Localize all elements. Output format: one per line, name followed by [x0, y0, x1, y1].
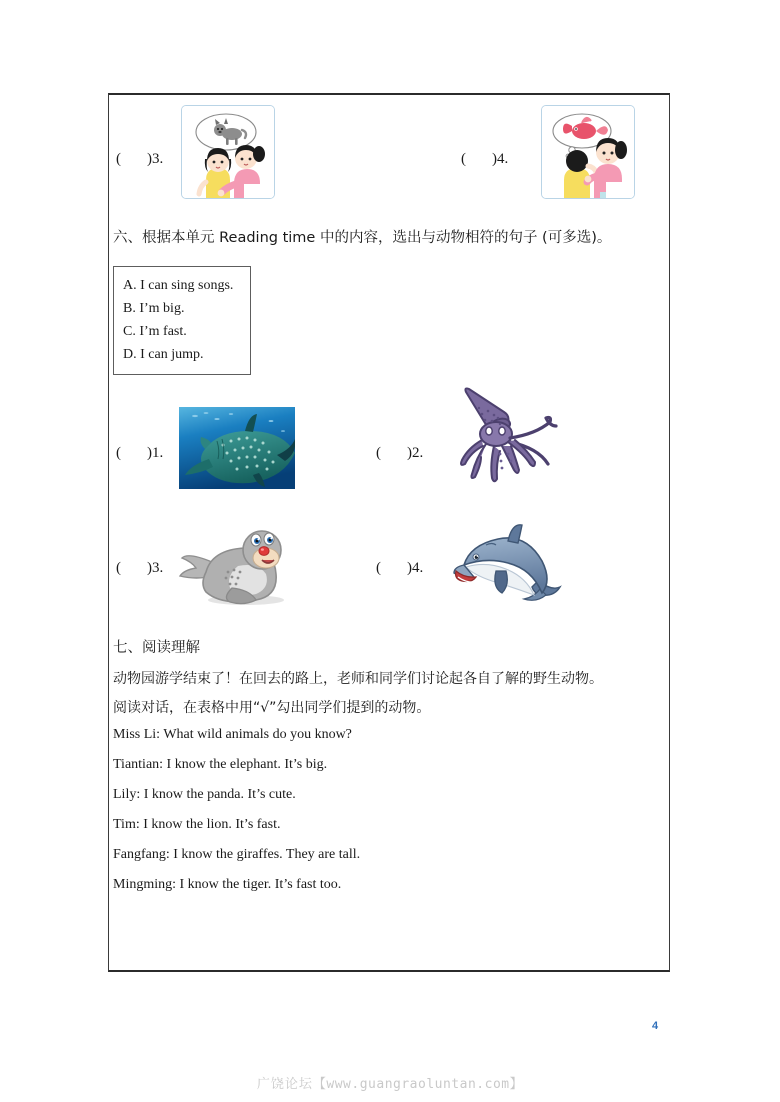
paren-close: ) — [147, 151, 152, 167]
answer-blank-s6-item4[interactable] — [376, 560, 423, 577]
paren-close: ) — [147, 560, 152, 576]
seal-illustration — [176, 520, 298, 610]
paren-close: ) — [147, 445, 152, 461]
paren-open: ( — [116, 560, 121, 576]
item-number: 4. — [412, 560, 424, 576]
whale-shark-photo — [179, 407, 295, 489]
answer-blank-s6-item3[interactable] — [116, 560, 163, 577]
dialogue-line-lily: Lily: I know the panda. It’s cute. — [113, 787, 296, 802]
dialogue-line-miss-li: Miss Li: What wild animals do you know? — [113, 727, 352, 742]
watermark-site-name: 广饶论坛 — [256, 1077, 313, 1092]
section-seven-heading: 七、阅读理解 — [113, 640, 200, 656]
paren-close: ) — [407, 445, 412, 461]
paren-open: ( — [116, 151, 121, 167]
dialogue-line-tiantian: Tiantian: I know the elephant. It’s big. — [113, 757, 328, 772]
section-seven-intro-line-2: 阅读对话，在表格中用“√”勾出同学们提到的动物。 — [113, 700, 431, 716]
image-whale-shark — [179, 407, 295, 489]
squid-illustration — [454, 384, 566, 496]
answer-blank-s6-item2[interactable] — [376, 445, 423, 462]
item-number: 3. — [152, 560, 164, 576]
option-d: D. I can jump. — [123, 347, 204, 362]
paren-open: ( — [116, 445, 121, 461]
paren-close: ) — [407, 560, 412, 576]
answer-blank-s5-item3[interactable] — [116, 151, 163, 168]
item-number: 1. — [152, 445, 164, 461]
image-boy-woman-thinking-goldfish — [541, 105, 635, 199]
paren-open: ( — [461, 151, 466, 167]
boy-and-woman-thinking-goldfish-illustration — [542, 106, 634, 198]
answer-blank-s5-item4[interactable] — [461, 151, 508, 168]
option-b: B. I’m big. — [123, 301, 185, 316]
dolphin-illustration — [452, 523, 570, 609]
page-number: 4 — [652, 1020, 659, 1032]
answer-blank-s6-item1[interactable] — [116, 445, 163, 462]
paren-open: ( — [376, 445, 381, 461]
section-six-heading: 六、根据本单元 Reading time 中的内容，选出与动物相符的句子 (可多选)。 — [113, 230, 612, 246]
watermark-url: 【www.guangraoluntan.com】 — [312, 1077, 524, 1092]
watermark — [0, 1073, 780, 1092]
option-a: A. I can sing songs. — [123, 278, 234, 293]
item-number: 2. — [412, 445, 424, 461]
two-girls-thinking-dog-illustration — [182, 106, 274, 198]
dialogue-line-mingming: Mingming: I know the tiger. It’s fast too. — [113, 877, 342, 892]
image-seal — [176, 520, 298, 610]
item-number: 3. — [152, 151, 164, 167]
answer-options-box — [113, 266, 251, 375]
image-two-girls-thinking-dog — [181, 105, 275, 199]
paren-open: ( — [376, 560, 381, 576]
image-dolphin — [452, 523, 570, 609]
section-seven-intro-line-1: 动物园游学结束了！在回去的路上，老师和同学们讨论起各自了解的野生动物。 — [113, 671, 603, 687]
paren-close: ) — [492, 151, 497, 167]
item-number: 4. — [497, 151, 509, 167]
worksheet-page-frame — [108, 93, 670, 972]
dialogue-line-fangfang: Fangfang: I know the giraffes. They are tall. — [113, 847, 361, 862]
dialogue-line-tim: Tim: I know the lion. It’s fast. — [113, 817, 281, 832]
option-c: C. I’m fast. — [123, 324, 187, 339]
image-squid — [454, 384, 566, 496]
